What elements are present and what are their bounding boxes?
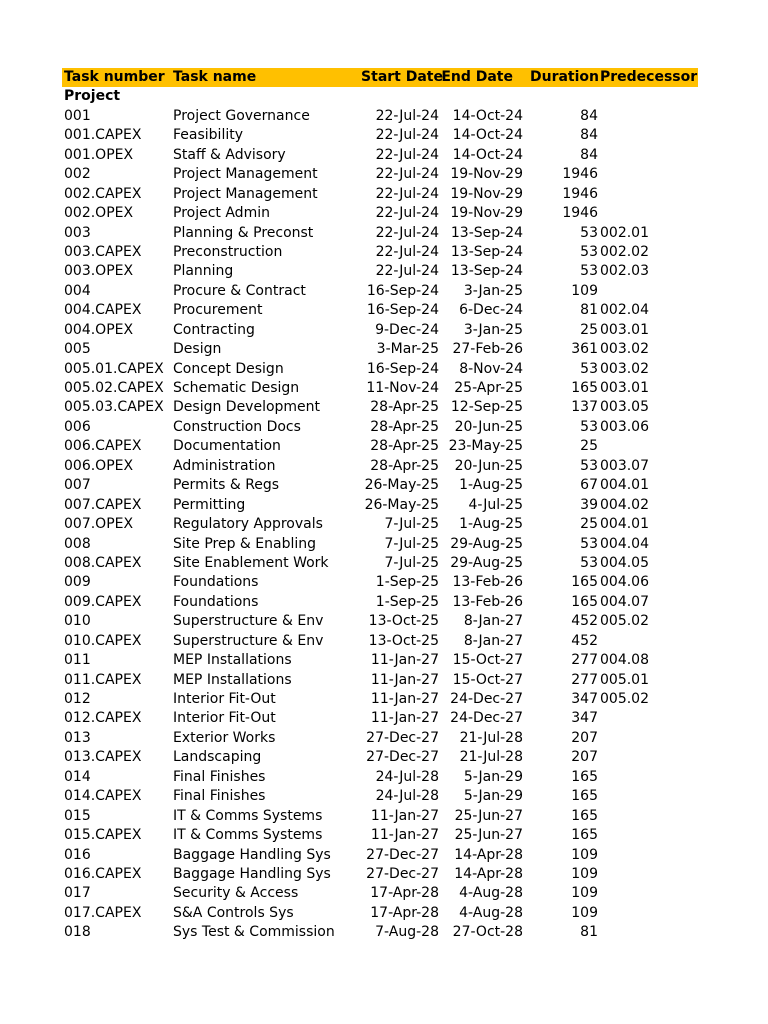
start-date-cell: 24-Jul-28 <box>375 788 439 805</box>
table-row <box>62 398 698 417</box>
table-row <box>62 865 698 884</box>
task-name-cell: Security & Access <box>173 885 299 902</box>
task-name-cell: Preconstruction <box>173 243 283 260</box>
end-date-cell: 25-Jun-27 <box>454 827 523 844</box>
duration-cell: 165 <box>571 788 598 805</box>
predecessor-cell: 002.01 <box>600 224 649 241</box>
task-name-cell: Baggage Handling Sys <box>173 865 331 882</box>
start-date-cell: 22-Jul-24 <box>375 263 439 280</box>
start-date-cell: 11-Jan-27 <box>370 807 439 824</box>
table-row <box>62 165 698 184</box>
predecessor-cell: 002.02 <box>600 243 649 260</box>
task-number-cell: 004 <box>64 282 91 299</box>
duration-cell: 109 <box>571 865 598 882</box>
task-name-cell: Procure & Contract <box>173 282 306 299</box>
task-number-cell: 011.CAPEX <box>64 671 142 688</box>
end-date-cell: 23-May-25 <box>448 438 523 455</box>
end-date-cell: 24-Dec-27 <box>450 710 523 727</box>
task-name-cell: Documentation <box>173 438 281 455</box>
header-row <box>62 68 698 87</box>
start-date-cell: 27-Dec-27 <box>366 729 439 746</box>
task-number-cell: 004.CAPEX <box>64 302 142 319</box>
task-number-cell: 009 <box>64 574 91 591</box>
end-date-cell: 3-Jan-25 <box>463 321 523 338</box>
task-name-cell: MEP Installations <box>173 652 292 669</box>
task-name-cell: Planning & Preconst <box>173 224 314 241</box>
start-date-cell: 11-Nov-24 <box>366 380 439 396</box>
task-number-cell: 003.CAPEX <box>64 243 142 260</box>
predecessor-cell: 004.04 <box>600 535 649 552</box>
table-row <box>62 612 698 631</box>
table-row <box>62 554 698 573</box>
table-row <box>62 204 698 223</box>
task-name-cell: Design Development <box>173 399 321 416</box>
task-name-cell: Feasibility <box>173 127 243 144</box>
task-number-cell: 012.CAPEX <box>64 710 142 727</box>
start-date-cell: 1-Sep-25 <box>375 574 439 591</box>
task-number-cell: 005.01.CAPEX <box>64 360 164 377</box>
predecessor-cell: 004.05 <box>600 554 649 571</box>
start-date-cell: 11-Jan-27 <box>370 710 439 727</box>
section-row <box>62 87 698 106</box>
predecessor-cell: 005.01 <box>600 671 649 688</box>
duration-cell: 25 <box>580 516 598 533</box>
end-date-cell: 15-Oct-27 <box>452 671 523 688</box>
start-date-cell: 11-Jan-27 <box>370 671 439 688</box>
end-date-cell: 27-Feb-26 <box>452 341 523 358</box>
task-name-cell: Sys Test & Commission <box>173 924 335 941</box>
end-date-cell: 14-Apr-28 <box>454 846 523 863</box>
table-row <box>62 107 698 126</box>
start-date-cell: 28-Apr-25 <box>370 418 439 435</box>
start-date-cell: 28-Apr-25 <box>370 399 439 416</box>
table-row <box>62 632 698 651</box>
end-date-cell: 3-Jan-25 <box>463 282 523 299</box>
start-date-cell: 22-Jul-24 <box>375 205 439 222</box>
task-number-cell: 001.OPEX <box>64 146 134 163</box>
task-name-cell: Project Management <box>173 185 318 202</box>
predecessor-cell: 004.08 <box>600 652 649 669</box>
predecessor-cell: 003.02 <box>600 360 649 377</box>
end-date-cell: 19-Nov-29 <box>450 166 523 183</box>
duration-cell: 53 <box>580 263 598 280</box>
task-name-cell: Construction Docs <box>173 418 301 435</box>
start-date-cell: 3-Mar-25 <box>376 341 439 358</box>
table-row <box>62 301 698 320</box>
task-number-cell: 006.OPEX <box>64 457 134 474</box>
task-number-cell: 004.OPEX <box>64 321 134 338</box>
table-row <box>62 671 698 690</box>
start-date-cell: 27-Dec-27 <box>366 749 439 766</box>
end-date-cell: 25-Jun-27 <box>454 807 523 824</box>
task-number-cell: 007 <box>64 477 91 494</box>
start-date-cell: 24-Jul-28 <box>375 768 439 785</box>
end-date-cell: 13-Feb-26 <box>452 593 523 610</box>
task-name-cell: Site Enablement Work <box>173 554 329 571</box>
duration-cell: 39 <box>580 496 598 513</box>
task-number-cell: 008.CAPEX <box>64 554 142 571</box>
task-number-cell: 016.CAPEX <box>64 865 142 882</box>
duration-cell: 277 <box>571 671 598 688</box>
predecessor-cell: 004.07 <box>600 593 649 610</box>
duration-cell: 81 <box>580 924 598 941</box>
task-name-cell: Site Prep & Enabling <box>173 535 317 552</box>
task-name-cell: IT & Comms Systems <box>173 807 323 824</box>
task-name-cell: Staff & Advisory <box>173 146 286 163</box>
task-number-cell: 007.CAPEX <box>64 496 142 513</box>
end-date-cell: 12-Sep-25 <box>450 399 523 416</box>
start-date-cell: 27-Dec-27 <box>366 846 439 863</box>
duration-cell: 165 <box>571 768 598 785</box>
end-date-cell: 25-Apr-25 <box>454 380 523 396</box>
start-date-header: Start Date <box>361 69 443 85</box>
start-date-cell: 9-Dec-24 <box>375 321 439 338</box>
task-number-header: Task number <box>64 69 165 85</box>
task-number-cell: 015.CAPEX <box>64 827 142 844</box>
duration-cell: 165 <box>571 593 598 610</box>
table-row <box>62 224 698 243</box>
end-date-cell: 20-Jun-25 <box>454 457 523 474</box>
task-name-cell: Project Management <box>173 166 318 183</box>
end-date-cell: 14-Oct-24 <box>452 127 523 144</box>
start-date-cell: 11-Jan-27 <box>370 691 439 707</box>
task-number-cell: 006.CAPEX <box>64 438 142 455</box>
end-date-cell: 4-Aug-28 <box>459 904 523 921</box>
task-name-cell: Permits & Regs <box>173 477 280 494</box>
task-number-cell: 002.CAPEX <box>64 185 142 202</box>
task-name-cell: Permitting <box>173 496 246 513</box>
task-name-cell: S&A Controls Sys <box>173 904 294 921</box>
start-date-cell: 17-Apr-28 <box>370 885 439 902</box>
task-name-cell: Landscaping <box>173 749 262 766</box>
duration-cell: 84 <box>580 107 598 124</box>
duration-cell: 165 <box>571 827 598 844</box>
start-date-cell: 11-Jan-27 <box>370 652 439 669</box>
task-name-cell: Administration <box>173 457 276 474</box>
task-name-header: Task name <box>173 69 257 85</box>
table-row <box>62 593 698 612</box>
duration-cell: 53 <box>580 360 598 377</box>
table-row <box>62 418 698 437</box>
end-date-cell: 20-Jun-25 <box>454 418 523 435</box>
table-row <box>62 379 698 398</box>
duration-cell: 361 <box>571 341 598 358</box>
end-date-cell: 13-Feb-26 <box>452 574 523 591</box>
end-date-cell: 14-Oct-24 <box>452 146 523 163</box>
predecessor-cell: 003.02 <box>600 341 649 358</box>
table-row <box>62 651 698 670</box>
duration-cell: 1946 <box>562 205 598 222</box>
start-date-cell: 22-Jul-24 <box>375 107 439 124</box>
predecessor-cell: 003.06 <box>600 418 649 435</box>
table-row <box>62 729 698 748</box>
predecessor-cell: 003.05 <box>600 399 649 416</box>
task-schedule-table <box>62 68 698 943</box>
end-date-cell: 5-Jan-29 <box>463 788 523 805</box>
end-date-cell: 29-Aug-25 <box>450 535 523 552</box>
start-date-cell: 22-Jul-24 <box>375 166 439 183</box>
duration-cell: 165 <box>571 807 598 824</box>
task-number-cell: 014.CAPEX <box>64 788 142 805</box>
task-name-cell: Exterior Works <box>173 729 276 746</box>
end-date-cell: 1-Aug-25 <box>459 477 523 494</box>
task-name-cell: Regulatory Approvals <box>173 516 323 533</box>
duration-header: Duration <box>529 69 599 85</box>
table-row <box>62 884 698 903</box>
task-number-cell: 009.CAPEX <box>64 593 142 610</box>
duration-cell: 53 <box>580 554 598 571</box>
duration-cell: 67 <box>580 477 598 494</box>
task-number-cell: 008 <box>64 535 91 552</box>
end-date-cell: 8-Jan-27 <box>463 632 523 649</box>
table-row <box>62 807 698 826</box>
task-name-cell: IT & Comms Systems <box>173 827 323 844</box>
task-number-cell: 011 <box>64 652 91 669</box>
duration-cell: 165 <box>571 380 598 396</box>
task-number-cell: 010.CAPEX <box>64 632 142 649</box>
start-date-cell: 28-Apr-25 <box>370 457 439 474</box>
task-number-cell: 010 <box>64 613 91 630</box>
end-date-cell: 21-Jul-28 <box>459 749 523 766</box>
task-name-cell: Procurement <box>173 302 263 319</box>
table-row <box>62 923 698 942</box>
duration-cell: 109 <box>571 282 598 299</box>
duration-cell: 25 <box>580 321 598 338</box>
table-row <box>62 846 698 865</box>
start-date-cell: 7-Aug-28 <box>375 924 439 941</box>
start-date-cell: 16-Sep-24 <box>366 302 439 319</box>
end-date-header: End Date <box>441 69 513 85</box>
predecessor-cell: 003.01 <box>600 380 649 396</box>
task-name-cell: Schematic Design <box>173 380 300 396</box>
task-name-cell: MEP Installations <box>173 671 292 688</box>
table-row <box>62 573 698 592</box>
start-date-cell: 1-Sep-25 <box>375 593 439 610</box>
table-row <box>62 437 698 456</box>
table-row <box>62 748 698 767</box>
table-row <box>62 146 698 165</box>
start-date-cell: 16-Sep-24 <box>366 282 439 299</box>
duration-cell: 347 <box>571 710 598 727</box>
task-number-cell: 013 <box>64 729 91 746</box>
end-date-cell: 13-Sep-24 <box>450 243 523 260</box>
end-date-cell: 13-Sep-24 <box>450 263 523 280</box>
table-row <box>62 709 698 728</box>
end-date-cell: 21-Jul-28 <box>459 729 523 746</box>
end-date-cell: 5-Jan-29 <box>463 768 523 785</box>
table-row <box>62 535 698 554</box>
duration-cell: 207 <box>571 749 598 766</box>
duration-cell: 1946 <box>562 185 598 202</box>
predecessor-cell: 002.04 <box>600 302 649 319</box>
table-row <box>62 826 698 845</box>
task-number-cell: 002 <box>64 166 91 183</box>
task-name-cell: Baggage Handling Sys <box>173 846 331 863</box>
duration-cell: 53 <box>580 243 598 260</box>
predecessor-cell: 004.06 <box>600 574 649 591</box>
predecessor-cell: 004.01 <box>600 477 649 494</box>
table-row <box>62 904 698 923</box>
predecessor-header: Predecessor <box>600 69 698 85</box>
table-row <box>62 768 698 787</box>
duration-cell: 81 <box>580 302 598 319</box>
predecessor-cell: 003.01 <box>600 321 649 338</box>
end-date-cell: 14-Apr-28 <box>454 865 523 882</box>
task-number-cell: 018 <box>64 924 91 941</box>
task-name-cell: Final Finishes <box>173 788 266 805</box>
end-date-cell: 8-Nov-24 <box>459 360 523 377</box>
duration-cell: 53 <box>580 535 598 552</box>
predecessor-cell: 004.02 <box>600 496 649 513</box>
start-date-cell: 28-Apr-25 <box>370 438 439 455</box>
task-number-cell: 003.OPEX <box>64 263 134 280</box>
predecessor-cell: 004.01 <box>600 516 649 533</box>
table-row <box>62 126 698 145</box>
table-row <box>62 787 698 806</box>
end-date-cell: 19-Nov-29 <box>450 185 523 202</box>
table-row <box>62 262 698 281</box>
duration-cell: 109 <box>571 846 598 863</box>
task-number-cell: 012 <box>64 691 91 707</box>
end-date-cell: 27-Oct-28 <box>452 924 523 941</box>
task-number-cell: 013.CAPEX <box>64 749 142 766</box>
start-date-cell: 13-Oct-25 <box>368 613 439 630</box>
task-number-cell: 005.02.CAPEX <box>64 380 164 396</box>
duration-cell: 53 <box>580 224 598 241</box>
task-name-cell: Final Finishes <box>173 768 266 785</box>
end-date-cell: 6-Dec-24 <box>459 302 523 319</box>
table-row <box>62 282 698 301</box>
task-number-cell: 007.OPEX <box>64 516 134 533</box>
duration-cell: 53 <box>580 418 598 435</box>
end-date-cell: 4-Jul-25 <box>468 496 523 513</box>
duration-cell: 109 <box>571 904 598 921</box>
task-number-cell: 006 <box>64 418 91 435</box>
task-number-cell: 014 <box>64 768 91 785</box>
start-date-cell: 22-Jul-24 <box>375 224 439 241</box>
end-date-cell: 8-Jan-27 <box>463 613 523 630</box>
start-date-cell: 22-Jul-24 <box>375 127 439 144</box>
predecessor-cell: 005.02 <box>600 691 649 707</box>
task-name-cell: Foundations <box>173 574 259 591</box>
task-name-cell: Superstructure & Env <box>173 632 324 649</box>
task-number-cell: 001 <box>64 107 91 124</box>
section-label: Project <box>64 88 121 105</box>
table-row <box>62 690 698 709</box>
task-name-cell: Contracting <box>173 321 255 338</box>
duration-cell: 137 <box>571 399 598 416</box>
predecessor-cell: 002.03 <box>600 263 649 280</box>
task-number-cell: 016 <box>64 846 91 863</box>
task-number-cell: 003 <box>64 224 91 241</box>
task-name-cell: Project Governance <box>173 107 310 124</box>
task-name-cell: Foundations <box>173 593 259 610</box>
start-date-cell: 11-Jan-27 <box>370 827 439 844</box>
duration-cell: 347 <box>571 691 598 707</box>
table-row <box>62 243 698 262</box>
task-name-cell: Planning <box>173 263 234 280</box>
task-name-cell: Design <box>173 341 222 358</box>
table-row <box>62 496 698 515</box>
start-date-cell: 17-Apr-28 <box>370 904 439 921</box>
table-row <box>62 340 698 359</box>
predecessor-cell: 005.02 <box>600 613 649 630</box>
end-date-cell: 19-Nov-29 <box>450 205 523 222</box>
start-date-cell: 13-Oct-25 <box>368 632 439 649</box>
duration-cell: 165 <box>571 574 598 591</box>
end-date-cell: 14-Oct-24 <box>452 107 523 124</box>
task-number-cell: 015 <box>64 807 91 824</box>
task-number-cell: 017 <box>64 885 91 902</box>
start-date-cell: 7-Jul-25 <box>384 516 439 533</box>
duration-cell: 25 <box>580 438 598 455</box>
table-row <box>62 515 698 534</box>
task-name-cell: Superstructure & Env <box>173 613 324 630</box>
duration-cell: 1946 <box>562 166 598 183</box>
duration-cell: 277 <box>571 652 598 669</box>
start-date-cell: 27-Dec-27 <box>366 865 439 882</box>
end-date-cell: 15-Oct-27 <box>452 652 523 669</box>
duration-cell: 452 <box>571 632 598 649</box>
start-date-cell: 26-May-25 <box>364 496 439 513</box>
task-number-cell: 001.CAPEX <box>64 127 142 144</box>
task-number-cell: 005.03.CAPEX <box>64 399 164 416</box>
task-name-cell: Project Admin <box>173 205 270 222</box>
duration-cell: 207 <box>571 729 598 746</box>
table-row <box>62 321 698 340</box>
start-date-cell: 7-Jul-25 <box>384 535 439 552</box>
end-date-cell: 24-Dec-27 <box>450 691 523 707</box>
duration-cell: 53 <box>580 457 598 474</box>
start-date-cell: 22-Jul-24 <box>375 146 439 163</box>
start-date-cell: 26-May-25 <box>364 477 439 494</box>
duration-cell: 452 <box>571 613 598 630</box>
end-date-cell: 4-Aug-28 <box>459 885 523 902</box>
table-body <box>62 107 698 943</box>
task-name-cell: Interior Fit-Out <box>173 691 276 707</box>
end-date-cell: 13-Sep-24 <box>450 224 523 241</box>
task-name-cell: Concept Design <box>173 360 284 377</box>
table-row <box>62 360 698 379</box>
predecessor-cell: 003.07 <box>600 457 649 474</box>
duration-cell: 109 <box>571 885 598 902</box>
task-number-cell: 002.OPEX <box>64 205 134 222</box>
task-name-cell: Interior Fit-Out <box>173 710 276 727</box>
task-number-cell: 005 <box>64 341 91 358</box>
table-row <box>62 457 698 476</box>
end-date-cell: 1-Aug-25 <box>459 516 523 533</box>
task-number-cell: 017.CAPEX <box>64 904 142 921</box>
start-date-cell: 22-Jul-24 <box>375 185 439 202</box>
duration-cell: 84 <box>580 127 598 144</box>
start-date-cell: 16-Sep-24 <box>366 360 439 377</box>
start-date-cell: 22-Jul-24 <box>375 243 439 260</box>
start-date-cell: 7-Jul-25 <box>384 554 439 571</box>
table-row <box>62 476 698 495</box>
duration-cell: 84 <box>580 146 598 163</box>
end-date-cell: 29-Aug-25 <box>450 554 523 571</box>
table-row <box>62 185 698 204</box>
